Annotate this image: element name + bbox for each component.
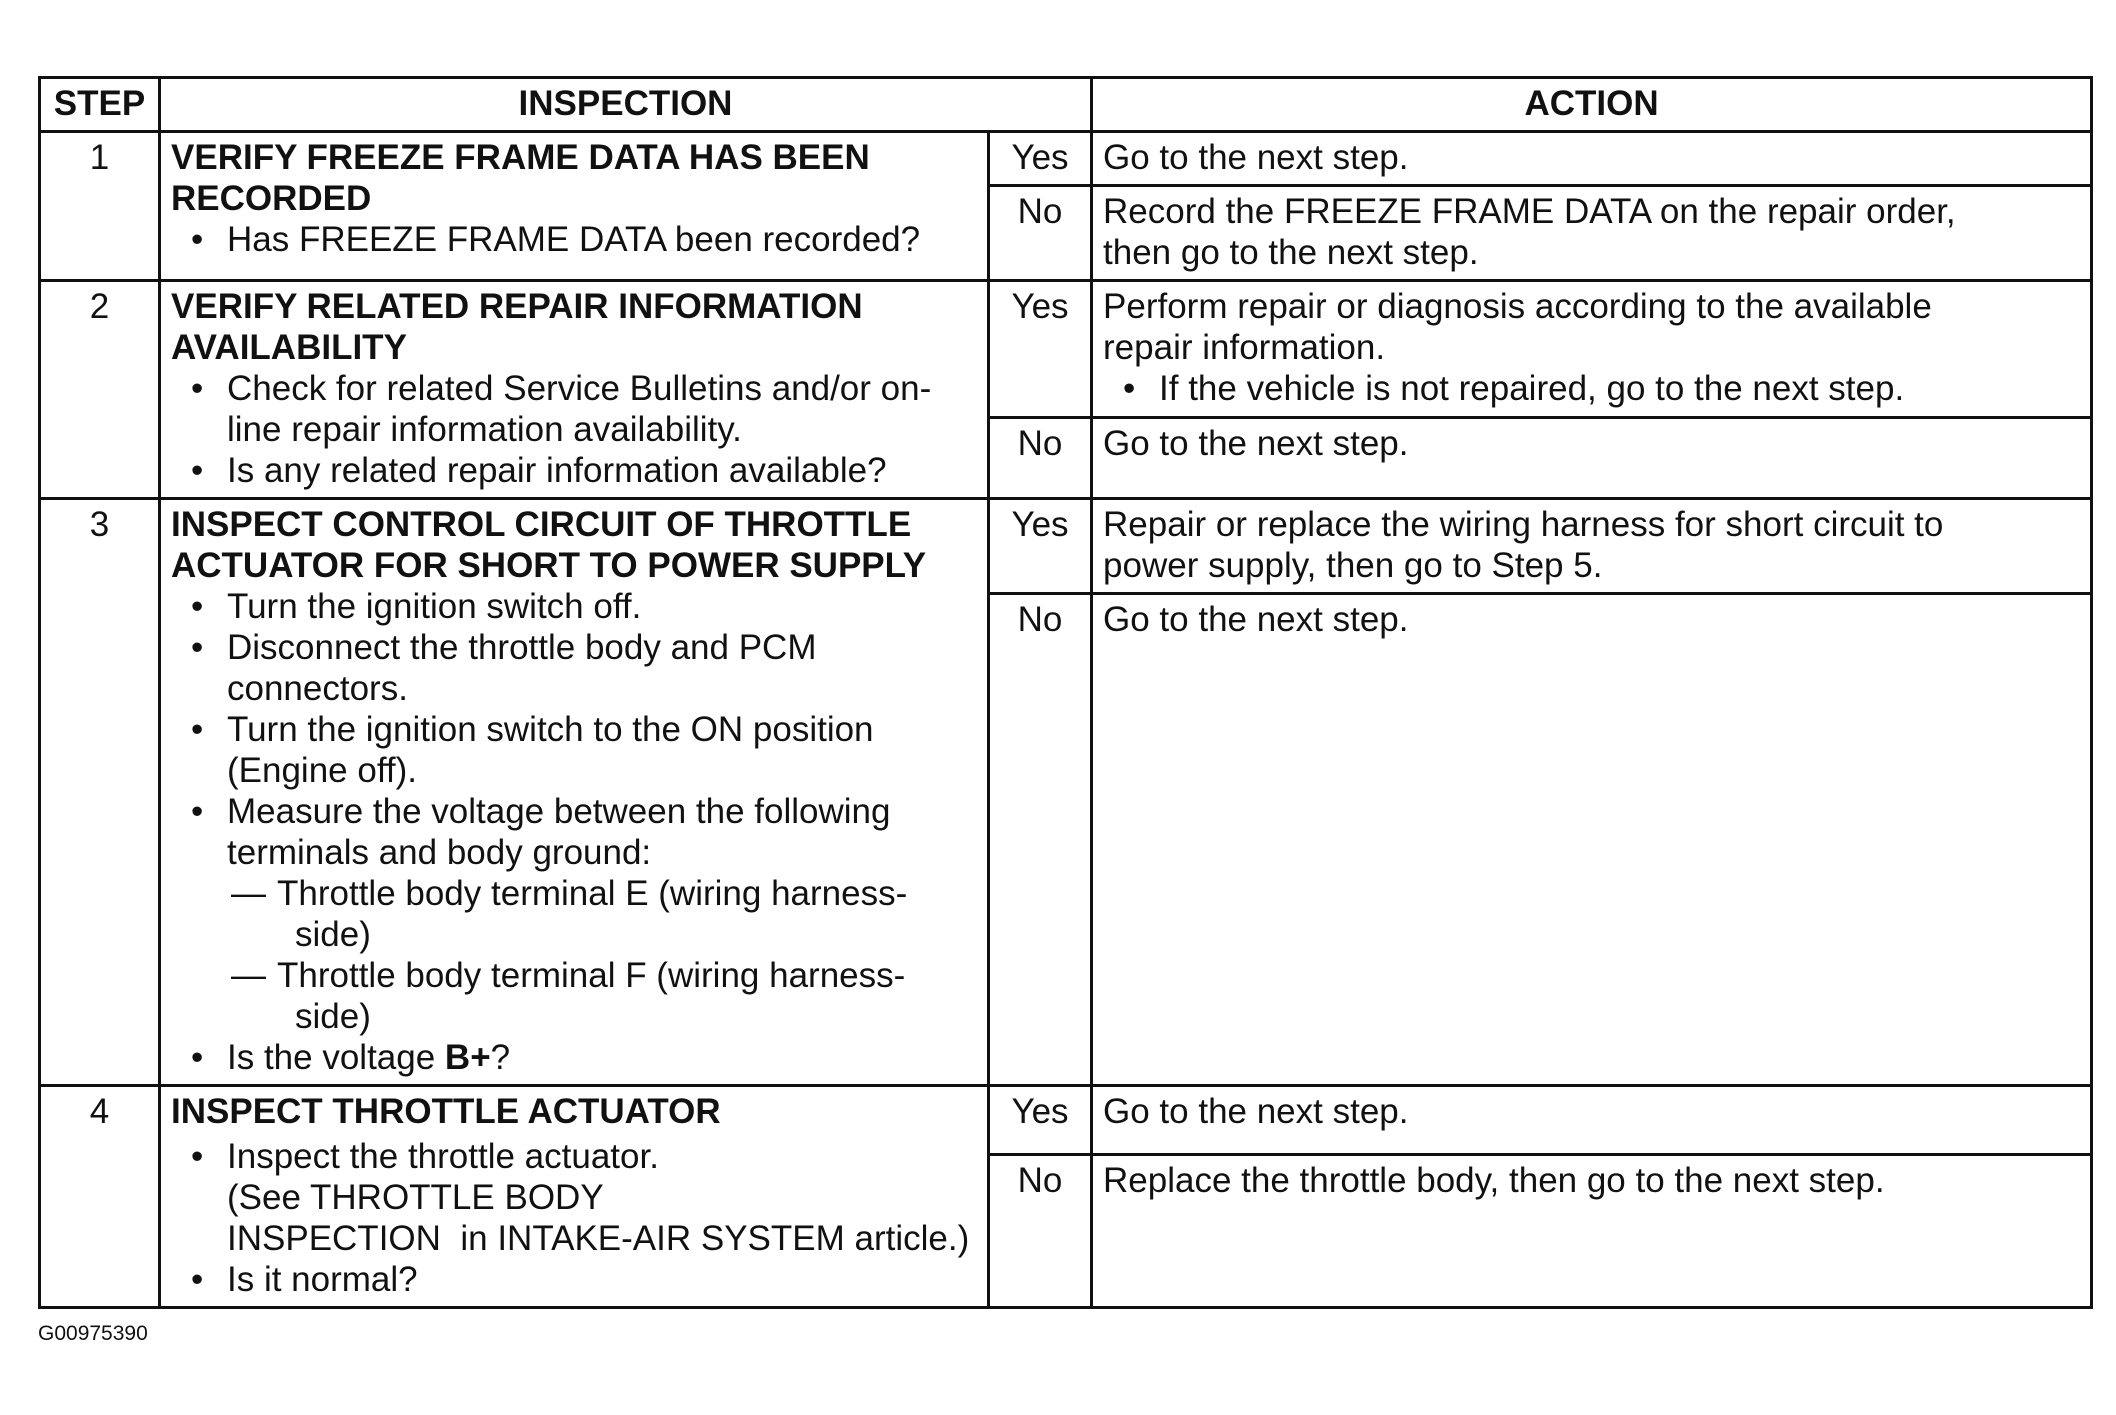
inspection-item: • Has FREEZE FRAME DATA been recorded? [189,219,977,260]
header-step: STEP [40,78,160,132]
no-label: No [989,1155,1092,1308]
action-list [1103,368,2080,409]
inspection-item: • Is any related repair information available? [189,450,977,491]
inspection-list [171,368,977,491]
yes-label: Yes [989,1086,1092,1155]
inspection-list [171,586,977,1078]
terminal-item: — Throttle body terminal E (wiring harness-side) [231,874,908,954]
inspection-item: • Turn the ignition switch off. [189,586,977,627]
step-4-inspection [160,1086,989,1308]
step-number: 3 [40,499,160,1086]
header-inspection: INSPECTION [160,78,1092,132]
terminal-list [227,873,977,1037]
step-number: 4 [40,1086,160,1308]
diagnostic-procedure-table [38,76,2093,1309]
step-2-yes-row [40,281,2092,418]
inspection-item: • Disconnect the throttle body and PCM connectors. [189,627,977,709]
step-title: INSPECT THROTTLE ACTUATOR [171,1092,721,1131]
no-action: Record the FREEZE FRAME DATA on the repair order, then go to the next step. [1092,186,2092,281]
dash-mark: — [231,874,266,913]
inspection-item: • Turn the ignition switch to the ON position (Engine off). [189,709,977,791]
step-3-yes-row [40,499,2092,594]
action-item: • If the vehicle is not repaired, go to the next step. [1121,368,2080,409]
inspection-list [171,1136,977,1300]
inspection-item: • Check for related Service Bulletins and/or on-line repair information availability. [189,368,977,450]
yes-action: Go to the next step. [1092,1086,2092,1155]
inspection-item: • Is it normal? [189,1259,977,1300]
header-row [40,78,2092,132]
no-action: Go to the next step. [1092,594,2092,1086]
no-action: Replace the throttle body, then go to the next step. [1092,1155,2092,1308]
figure-id: G00975390 [38,1322,148,1345]
step-1-yes-row [40,132,2092,186]
step-number: 2 [40,281,160,499]
step-1-inspection [160,132,989,281]
dash-mark: — [231,956,266,995]
yes-label: Yes [989,281,1092,418]
step-2-inspection [160,281,989,499]
voltage-value: B+ [444,1038,491,1077]
no-label: No [989,186,1092,281]
step-title: VERIFY FREEZE FRAME DATA HAS BEEN RECORDED [171,138,870,218]
step-number: 1 [40,132,160,281]
inspection-item: • Is the voltage B+? [189,1037,977,1078]
yes-label: Yes [989,499,1092,594]
no-action: Go to the next step. [1092,418,2092,499]
yes-action: Perform repair or diagnosis according to the available repair information. • If the vehicle is not repaired, go to the next step. [1092,281,2092,418]
step-title: VERIFY RELATED REPAIR INFORMATION AVAILABILITY [171,287,863,367]
no-label: No [989,594,1092,1086]
terminal-item: — Throttle body terminal F (wiring harness-side) [231,956,906,1036]
yes-action: Repair or replace the wiring harness for short circuit to power supply, then go to Step 5. [1092,499,2092,594]
header-action: ACTION [1092,78,2092,132]
yes-label: Yes [989,132,1092,186]
step-3-inspection [160,499,989,1086]
inspection-item: • Measure the voltage between the following terminals and body ground: — Throttle body terminal E (wiring harness-side) — Throttle body terminal F (wiring harness-side) [189,791,977,1037]
step-title: INSPECT CONTROL CIRCUIT OF THROTTLE ACTUATOR FOR SHORT TO POWER SUPPLY [171,505,927,585]
inspection-item: • Inspect the throttle actuator. (See THROTTLE BODY INSPECTION in INTAKE-AIR SYSTEM article.) [189,1136,977,1259]
no-label: No [989,418,1092,499]
step-4-yes-row [40,1086,2092,1155]
yes-action: Go to the next step. [1092,132,2092,186]
inspection-list [171,219,977,260]
